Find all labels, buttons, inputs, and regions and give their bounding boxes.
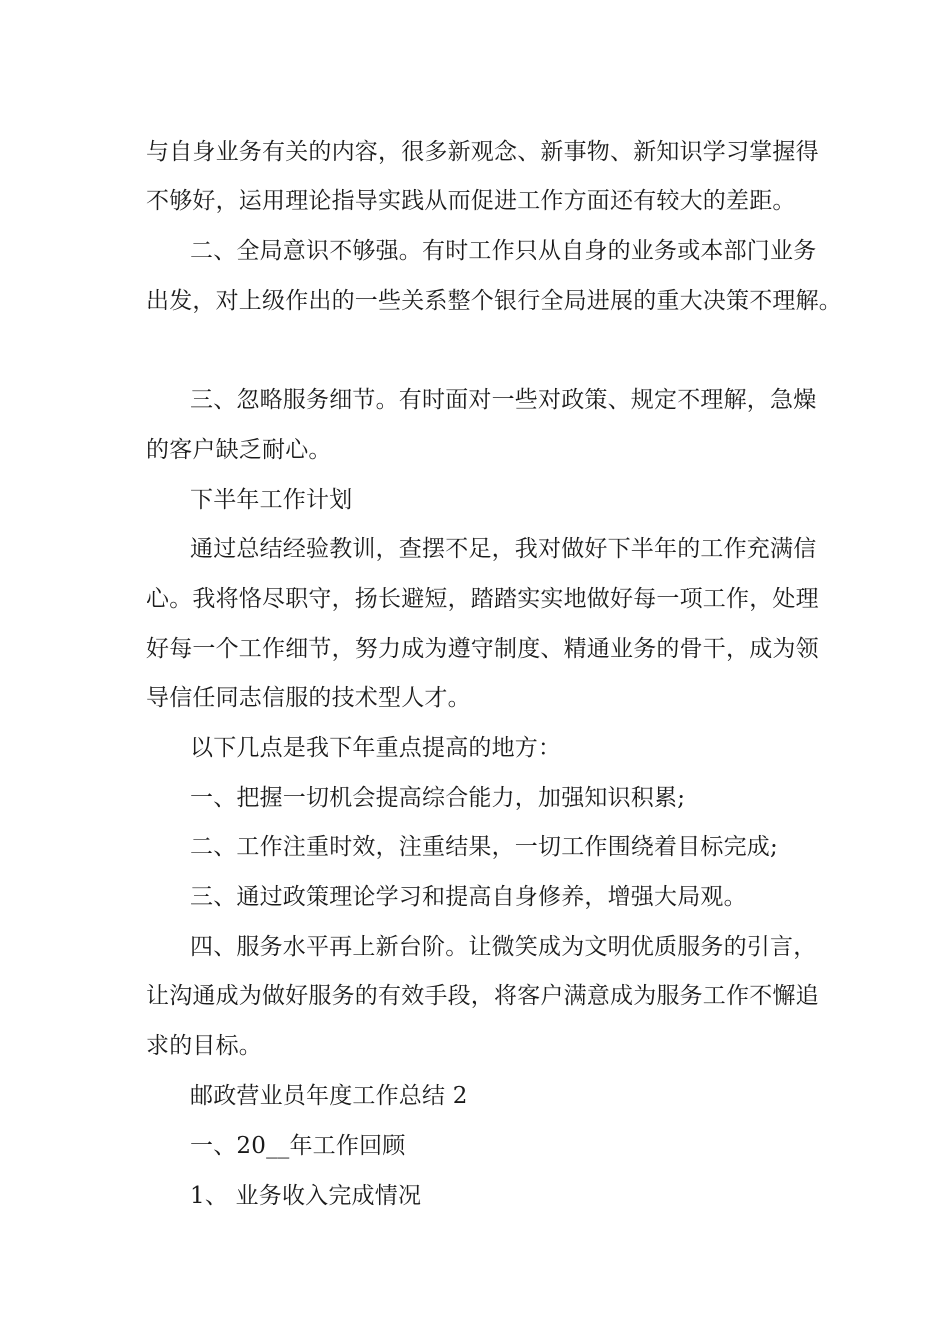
paragraph-line: 好每一个工作细节，努力成为遵守制度、精通业务的骨干，成为领 — [146, 636, 819, 662]
list-item: 四、服务水平再上新台阶。让微笑成为文明优质服务的引言， — [190, 934, 817, 960]
paragraph-line: 心。我将恪尽职守，扬长避短，踏踏实实地做好每一项工作，处理 — [146, 586, 819, 612]
list-item: 一、把握一切机会提高综合能力，加强知识积累; — [190, 785, 686, 811]
paragraph-line: 与自身业务有关的内容，很多新观念、新事物、新知识学习掌握得 — [146, 139, 819, 165]
paragraph-line: 三、忽略服务细节。有时面对一些对政策、规定不理解，急燥 — [190, 387, 817, 413]
section-heading: 1、 业务收入完成情况 — [190, 1183, 422, 1209]
paragraph-line: 求的目标。 — [146, 1033, 262, 1059]
section-heading: 一、20__年工作回顾 — [190, 1133, 406, 1159]
paragraph-line: 导信任同志信服的技术型人才。 — [146, 685, 471, 711]
paragraph-line: 出发，对上级作出的一些关系整个银行全局进展的重大决策不理解。 — [146, 288, 842, 314]
paragraph-line: 二、全局意识不够强。有时工作只从自身的业务或本部门业务 — [190, 238, 817, 264]
list-item: 二、工作注重时效，注重结果，一切工作围绕着目标完成; — [190, 834, 778, 860]
paragraph-line: 以下几点是我下年重点提高的地方： — [190, 735, 562, 761]
section-heading: 邮政营业员年度工作总结 2 — [190, 1083, 468, 1109]
paragraph-line: 让沟通成为做好服务的有效手段，将客户满意成为服务工作不懈追 — [146, 983, 819, 1009]
paragraph-line: 的客户缺乏耐心。 — [146, 437, 332, 463]
section-heading: 下半年工作计划 — [190, 487, 353, 513]
paragraph-line: 通过总结经验教训，查摆不足，我对做好下半年的工作充满信 — [190, 536, 817, 562]
list-item: 三、通过政策理论学习和提高自身修养，增强大局观。 — [190, 884, 747, 910]
paragraph-line: 不够好，运用理论指导实践从而促进工作方面还有较大的差距。 — [146, 188, 796, 214]
